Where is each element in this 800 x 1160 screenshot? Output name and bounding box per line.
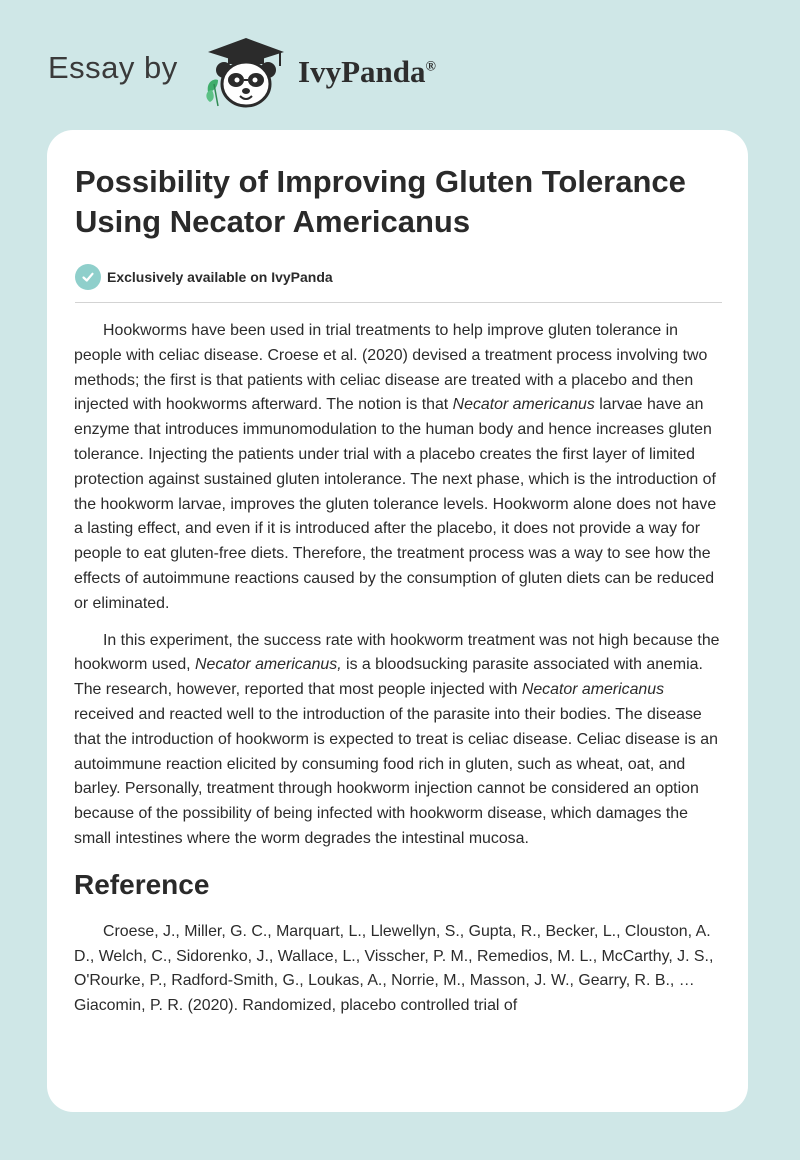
brand-text: IvyPanda (298, 54, 426, 89)
paragraph-2-text-a: In this experiment, the success rate with hookworm treatment was not high because the hookworm used, (74, 631, 720, 674)
paragraph-1-text-b: larvae have an enzyme that introduces immunomodulation to the human body and hence increases gluten tolerance. Injecting the patients under trial with a placebo creates the first layer of limited protection against sustained gluten intolerance. The next phase, which is the introduction of the hookworm larvae, improves the gluten tolerance levels. Hookworm alone does not have a lasting effect, and even if it is introduced after the placebo, it does not provide a way for people to eat gluten-free diets. Therefore, the treatment process was a way to see how the effects of autoimmune reactions caused by the consumption of gluten diets can be reduced or eliminated. (74, 396, 717, 612)
species-name: Necator americanus (452, 396, 595, 414)
reference-entry: Croese, J., Miller, G. C., Marquart, L., Llewellyn, S., Gupta, R., Becker, L., Clouston, A. D., Welch, C., Sidorenko, J., Wallace, L., Visscher, P. M., Remedios, M. L., McCarthy, J. S., O'Rourke, P., Radford-Smith, G., Loukas, A., Norrie, M., Masson, J. W., Gearry, R. B., … Giacomin, P. R. (2020). Randomized, placebo controlled trial of (74, 922, 714, 1015)
essay-body (74, 319, 724, 1019)
species-name: Necator americanus (521, 681, 665, 699)
page-title: Possibility of Improving Gluten Tolerance Using Necator Americanus (75, 164, 686, 239)
site-header (0, 0, 800, 130)
reference-heading: Reference (74, 868, 210, 900)
ivypanda-logo-icon[interactable] (200, 34, 292, 110)
exclusive-badge-label: Exclusively available on IvyPanda (107, 269, 333, 285)
paragraph-1-text-a: Hookworms have been used in trial treatments to help improve gluten tolerance in people with celiac disease. Croese et al. (2020) devised a treatment process involving two methods; the first is that patients with celiac disease are treated with a placebo and then injected with hookworms afterward. The notion is that (74, 322, 708, 414)
paragraph-2-text-b: is a bloodsucking parasite associated with anemia. The research, however, reported that most people injected with (74, 656, 703, 699)
trademark-symbol: ® (425, 59, 436, 75)
check-circle-icon (75, 264, 101, 290)
paragraph-2-text-c: received and reacted well to the introduction of the parasite into their bodies. The disease that the introduction of hookworm is expected to treat is celiac disease. Celiac disease is an autoimmune reaction elicited by consuming food rich in gluten, such as wheat, oat, and barley. Personally, treatment through hookworm injection cannot be considered an option because of the possibility of being infected with hookworm disease, which damages the small intestines where the worm degrades the intestinal mucosa. (74, 705, 718, 847)
paragraph-2 (74, 629, 724, 852)
essay-card (47, 130, 748, 1112)
divider (75, 302, 722, 303)
paragraph-1 (74, 319, 724, 617)
exclusive-badge (75, 264, 333, 290)
species-name: Necator americanus, (195, 656, 342, 674)
brand-name[interactable] (298, 54, 436, 90)
essay-by-label: Essay by (48, 50, 178, 85)
